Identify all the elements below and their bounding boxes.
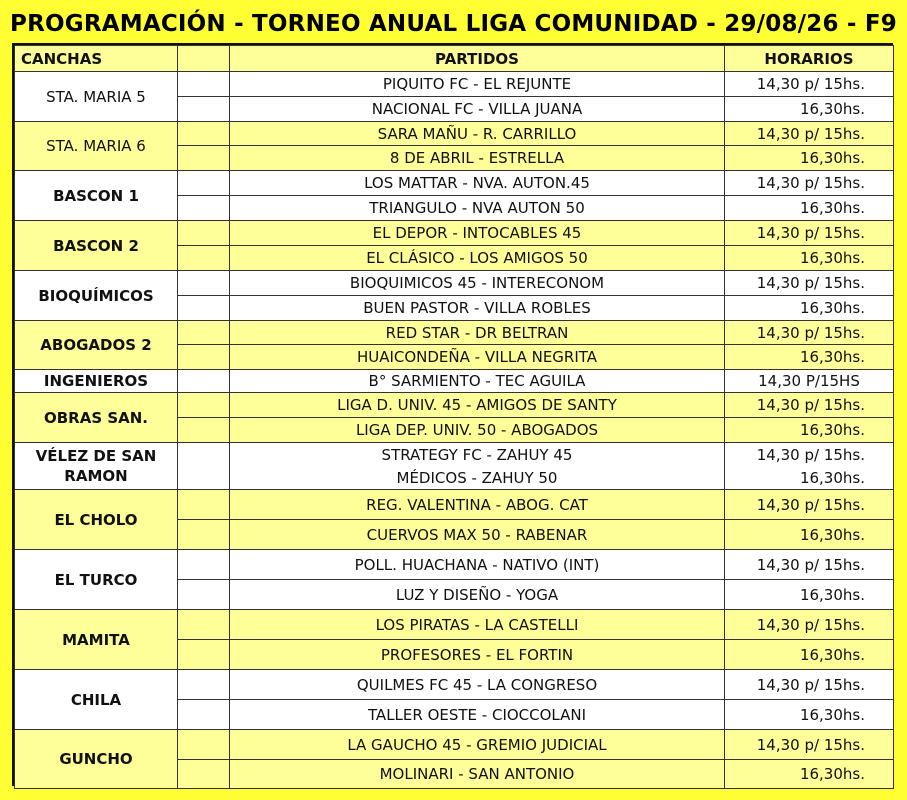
table-row (15, 122, 894, 146)
partido-cell: MÉDICOS - ZAHUY 50 (230, 467, 725, 490)
horario-cell: 14,30 P/15HS (725, 370, 894, 393)
cancha-cell: EL CHOLO (15, 490, 178, 550)
partido-cell: NACIONAL FC - VILLA JUANA (230, 97, 725, 122)
cancha-cell: CHILA (15, 670, 178, 730)
partido-cell: SARA MAÑU - R. CARRILLO (230, 122, 725, 146)
table-row (15, 550, 894, 580)
partido-cell: LIGA D. UNIV. 45 - AMIGOS DE SANTY (230, 393, 725, 418)
schedule-table (14, 45, 894, 789)
partido-cell: STRATEGY FC - ZAHUY 45 (230, 443, 725, 467)
horario-cell: 14,30 p/ 15hs. (725, 271, 894, 296)
cancha-cell: BIOQUÍMICOS (15, 271, 178, 321)
horario-cell: 16,30hs. (725, 467, 894, 490)
header-partidos: PARTIDOS (230, 46, 725, 72)
spacer-cell (178, 467, 230, 490)
cancha-cell: STA. MARIA 5 (15, 72, 178, 122)
table-row (15, 443, 894, 467)
partido-cell: EL DEPOR - INTOCABLES 45 (230, 221, 725, 246)
horario-cell: 14,30 p/ 15hs. (725, 321, 894, 345)
cancha-cell: EL TURCO (15, 550, 178, 610)
spacer-cell (178, 730, 230, 760)
spacer-cell (178, 171, 230, 196)
partido-cell: LIGA DEP. UNIV. 50 - ABOGADOS (230, 418, 725, 443)
cancha-cell: BASCON 1 (15, 171, 178, 221)
horario-cell: 14,30 p/ 15hs. (725, 122, 894, 146)
partido-cell: REG. VALENTINA - ABOG. CAT (230, 490, 725, 520)
spacer-cell (178, 610, 230, 640)
spacer-cell (178, 221, 230, 246)
partido-cell: HUAICONDEÑA - VILLA NEGRITA (230, 345, 725, 370)
header-horarios: HORARIOS (725, 46, 894, 72)
spacer-cell (178, 640, 230, 670)
header-row (15, 46, 894, 72)
spacer-cell (178, 196, 230, 221)
partido-cell: POLL. HUACHANA - NATIVO (INT) (230, 550, 725, 580)
table-row (15, 171, 894, 196)
spacer-cell (178, 321, 230, 345)
partido-cell: CUERVOS MAX 50 - RABENAR (230, 520, 725, 550)
cancha-cell: VÉLEZ DE SAN RAMON (15, 443, 178, 490)
horario-cell: 14,30 p/ 15hs. (725, 670, 894, 700)
header-canchas: CANCHAS (15, 46, 178, 72)
partido-cell: RED STAR - DR BELTRAN (230, 321, 725, 345)
partido-cell: LA GAUCHO 45 - GREMIO JUDICIAL (230, 730, 725, 760)
horario-cell: 16,30hs. (725, 345, 894, 370)
spacer-cell (178, 580, 230, 610)
table-row (15, 321, 894, 345)
horario-cell: 14,30 p/ 15hs. (725, 443, 894, 467)
spacer-cell (178, 97, 230, 122)
header-spacer (178, 46, 230, 72)
cancha-cell: BASCON 2 (15, 221, 178, 271)
cancha-cell: INGENIEROS (15, 370, 178, 393)
cancha-cell: OBRAS SAN. (15, 393, 178, 443)
spacer-cell (178, 393, 230, 418)
spacer-cell (178, 700, 230, 730)
horario-cell: 16,30hs. (725, 418, 894, 443)
spacer-cell (178, 490, 230, 520)
table-row (15, 370, 894, 393)
cancha-cell: GUNCHO (15, 730, 178, 789)
spacer-cell (178, 760, 230, 789)
partido-cell: PIQUITO FC - EL REJUNTE (230, 72, 725, 97)
partido-cell: BIOQUIMICOS 45 - INTERECONOM (230, 271, 725, 296)
spacer-cell (178, 296, 230, 321)
table-row (15, 393, 894, 418)
horario-cell: 16,30hs. (725, 700, 894, 730)
partido-cell: TALLER OESTE - CIOCCOLANI (230, 700, 725, 730)
spacer-cell (178, 146, 230, 171)
horario-cell: 14,30 p/ 15hs. (725, 730, 894, 760)
cancha-cell: ABOGADOS 2 (15, 321, 178, 370)
table-row (15, 730, 894, 760)
table-row (15, 670, 894, 700)
horario-cell: 14,30 p/ 15hs. (725, 72, 894, 97)
partido-cell: TRIANGULO - NVA AUTON 50 (230, 196, 725, 221)
partido-cell: MOLINARI - SAN ANTONIO (230, 760, 725, 789)
spacer-cell (178, 246, 230, 271)
table-row (15, 72, 894, 97)
table-row (15, 271, 894, 296)
partido-cell: QUILMES FC 45 - LA CONGRESO (230, 670, 725, 700)
partido-cell: LOS PIRATAS - LA CASTELLI (230, 610, 725, 640)
partido-cell: PROFESORES - EL FORTIN (230, 640, 725, 670)
spacer-cell (178, 72, 230, 97)
spacer-cell (178, 670, 230, 700)
spacer-cell (178, 271, 230, 296)
horario-cell: 16,30hs. (725, 520, 894, 550)
schedule-body (15, 46, 894, 789)
horario-cell: 16,30hs. (725, 146, 894, 171)
horario-cell: 16,30hs. (725, 296, 894, 321)
spacer-cell (178, 345, 230, 370)
partido-cell: B° SARMIENTO - TEC AGUILA (230, 370, 725, 393)
spacer-cell (178, 418, 230, 443)
spacer-cell (178, 122, 230, 146)
spacer-cell (178, 550, 230, 580)
horario-cell: 16,30hs. (725, 760, 894, 789)
spacer-cell (178, 520, 230, 550)
spacer-cell (178, 370, 230, 393)
partido-cell: BUEN PASTOR - VILLA ROBLES (230, 296, 725, 321)
cancha-cell: STA. MARIA 6 (15, 122, 178, 171)
horario-cell: 16,30hs. (725, 640, 894, 670)
cancha-cell: MAMITA (15, 610, 178, 670)
spacer-cell (178, 443, 230, 467)
table-row (15, 221, 894, 246)
partido-cell: LUZ Y DISEÑO - YOGA (230, 580, 725, 610)
horario-cell: 14,30 p/ 15hs. (725, 550, 894, 580)
horario-cell: 16,30hs. (725, 580, 894, 610)
partido-cell: LOS MATTAR - NVA. AUTON.45 (230, 171, 725, 196)
horario-cell: 14,30 p/ 15hs. (725, 221, 894, 246)
horario-cell: 14,30 p/ 15hs. (725, 610, 894, 640)
horario-cell: 14,30 p/ 15hs. (725, 171, 894, 196)
horario-cell: 14,30 p/ 15hs. (725, 490, 894, 520)
table-row (15, 610, 894, 640)
partido-cell: 8 DE ABRIL - ESTRELLA (230, 146, 725, 171)
page-title: PROGRAMACIÓN - TORNEO ANUAL LIGA COMUNIDAD - 29/08/26 - F9 (10, 11, 897, 37)
partido-cell: EL CLÁSICO - LOS AMIGOS 50 (230, 246, 725, 271)
horario-cell: 16,30hs. (725, 97, 894, 122)
schedule-table-container (12, 43, 893, 786)
horario-cell: 16,30hs. (725, 246, 894, 271)
horario-cell: 16,30hs. (725, 196, 894, 221)
horario-cell: 14,30 p/ 15hs. (725, 393, 894, 418)
table-row (15, 490, 894, 520)
